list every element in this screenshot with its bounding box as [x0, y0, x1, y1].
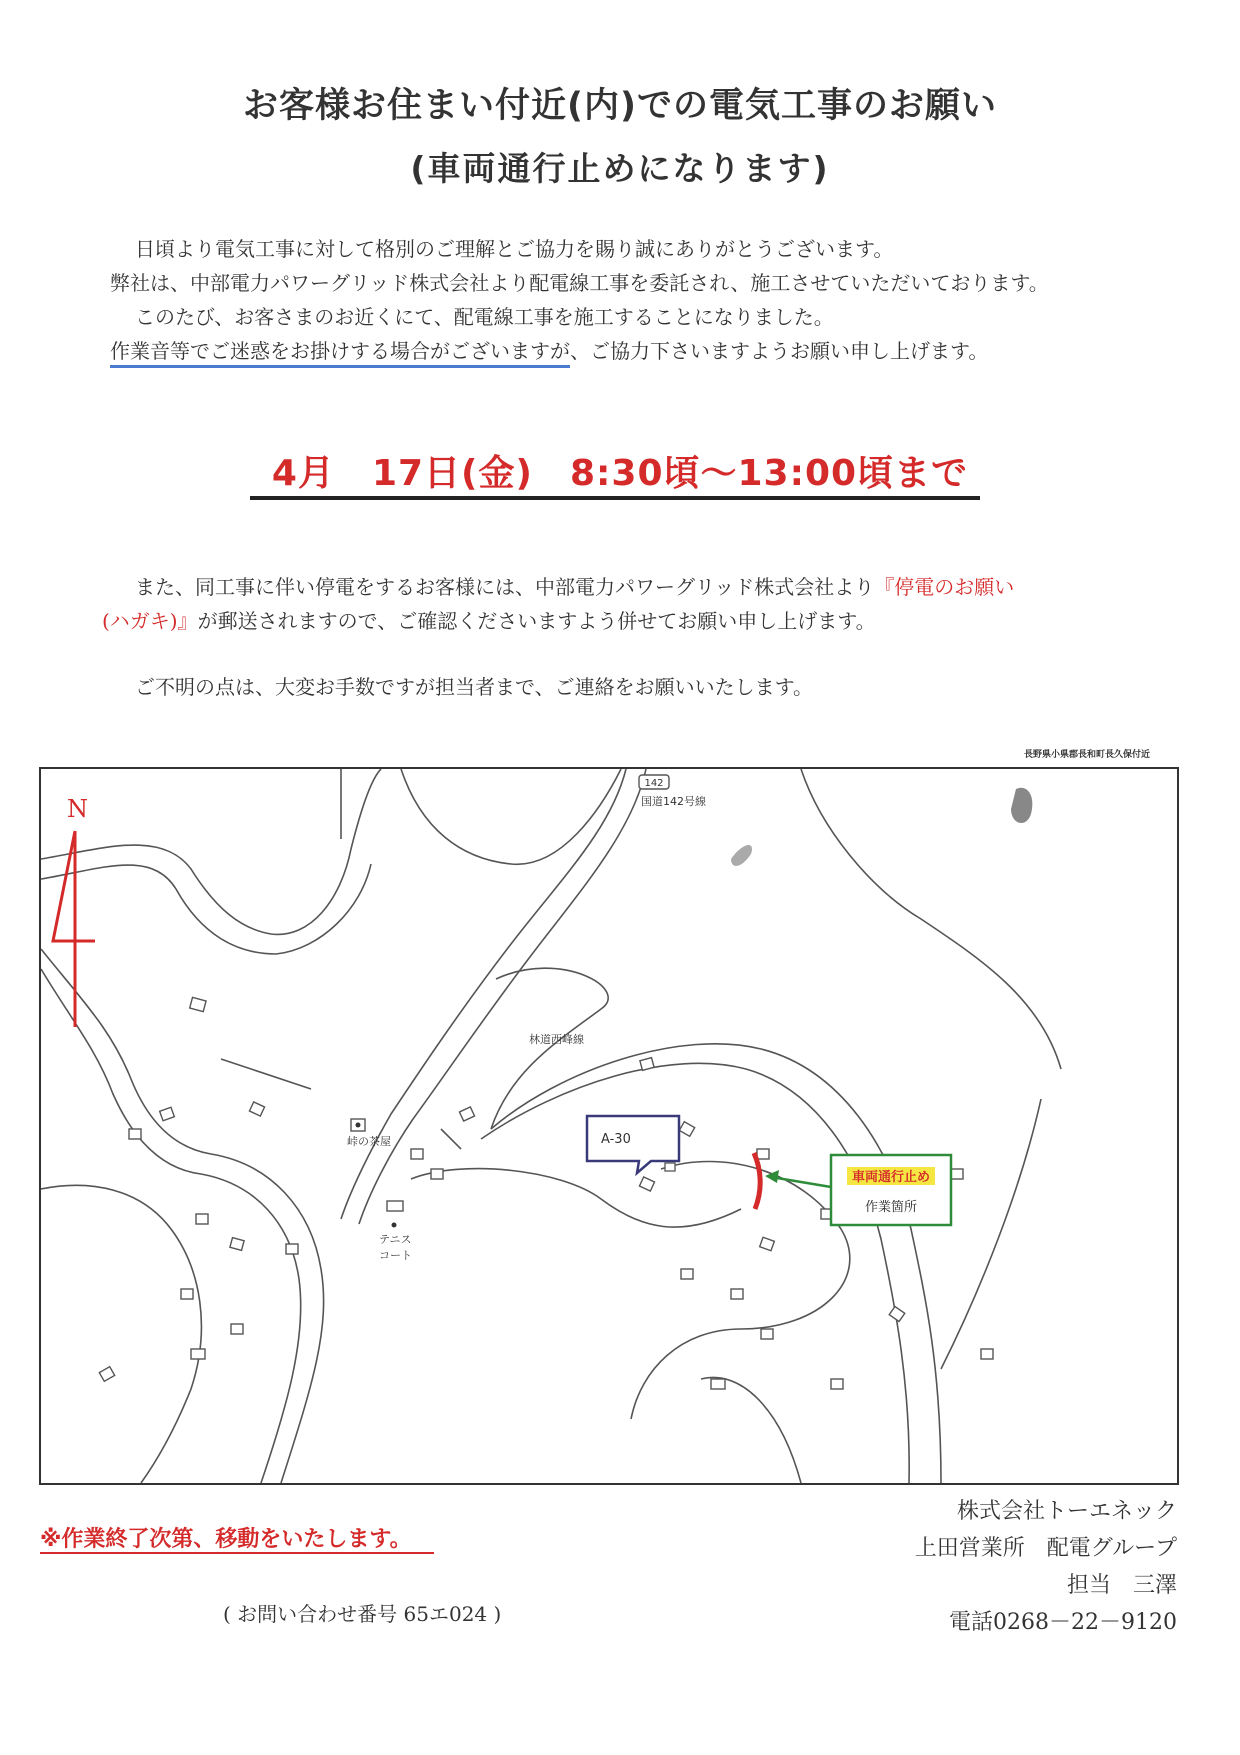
company-office: 上田営業所 配電グループ — [914, 1536, 1177, 1561]
a30-marker-label: A-30 — [601, 1132, 631, 1147]
paragraph-apology — [110, 339, 988, 363]
north-label: N — [67, 795, 88, 823]
company-block — [915, 1493, 1177, 1641]
outage-postcard-a: 『停電のお願い — [874, 575, 1015, 599]
company-phone: 電話0268－22－9120 — [949, 1610, 1177, 1635]
page-title: お客様お住まい付近(内)での電気工事のお願い — [243, 86, 997, 126]
paragraph-contractor: 弊社は、中部電力パワーグリッド株式会社より配電線工事を委託され、施工させていただいております。 — [110, 271, 1049, 295]
company-person: 担当 三澤 — [1066, 1573, 1177, 1598]
tennis-label-2: コート — [379, 1249, 412, 1262]
teahouse-label: 峠の茶屋 — [347, 1135, 391, 1148]
outage-line-1 — [135, 575, 1014, 599]
map-svg — [41, 769, 1177, 1483]
tennis-label: テニス — [379, 1233, 412, 1246]
notice-underline — [40, 1552, 434, 1554]
tennis-dot-icon — [392, 1223, 397, 1228]
schedule-date: 4月 17日(金) 8:30頃～13:00頃まで — [271, 453, 969, 494]
area-map — [39, 767, 1179, 1485]
work-segment — [754, 1153, 760, 1209]
teahouse-dot-icon — [356, 1123, 361, 1128]
tennis-building-icon — [387, 1201, 403, 1211]
paragraph-announcement: このたび、お客さまのお近くにて、配電線工事を施工することになりました。 — [135, 305, 834, 329]
notice-text: ※作業終了次第、移動をいたします。 — [40, 1527, 412, 1552]
forest-road-label: 林道西峰線 — [529, 1033, 584, 1046]
apology-rest: 、ご協力下さいますようお願い申し上げます。 — [570, 339, 989, 363]
map-blob — [731, 845, 752, 866]
closure-label: 車両通行止め — [851, 1170, 931, 1185]
outage-postcard-b: (ハガキ)』 — [102, 609, 198, 633]
road-lines — [41, 769, 1061, 1483]
map-blob — [1011, 788, 1032, 823]
outage-text-a: また、同工事に伴い停電をするお客様には、中部電力パワーグリッド株式会社より — [135, 575, 875, 599]
apology-underlined: 作業音等でご迷惑をお掛けする場合がございますが — [110, 339, 570, 368]
outage-line-2 — [102, 609, 876, 633]
contact-note: ご不明の点は、大変お手数ですが担当者まで、ご連絡をお願いいたします。 — [135, 675, 813, 699]
page-subtitle: (車両通行止めになります) — [410, 149, 830, 188]
route-badge-label: 142 — [644, 778, 664, 789]
paragraph-greeting: 日頃より電気工事に対して格別のご理解とご協力を賜り誠にありがとうございます。 — [135, 237, 894, 261]
worksite-label: 作業箇所 — [864, 1200, 918, 1215]
route-label: 国道142号線 — [641, 795, 706, 808]
outage-text-b: が郵送されますので、ご確認くださいますよう併せてお願い申し上げます。 — [197, 609, 876, 633]
map-caption: 長野県小県郡長和町長久保付近 — [1023, 750, 1150, 760]
schedule-underline — [250, 496, 980, 500]
inquiry-number: ( お問い合わせ番号 65エ024 ) — [223, 1602, 502, 1626]
callout-arrow-line — [771, 1177, 831, 1187]
a30-building-icon — [665, 1163, 675, 1171]
company-name: 株式会社トーエネック — [956, 1499, 1177, 1524]
